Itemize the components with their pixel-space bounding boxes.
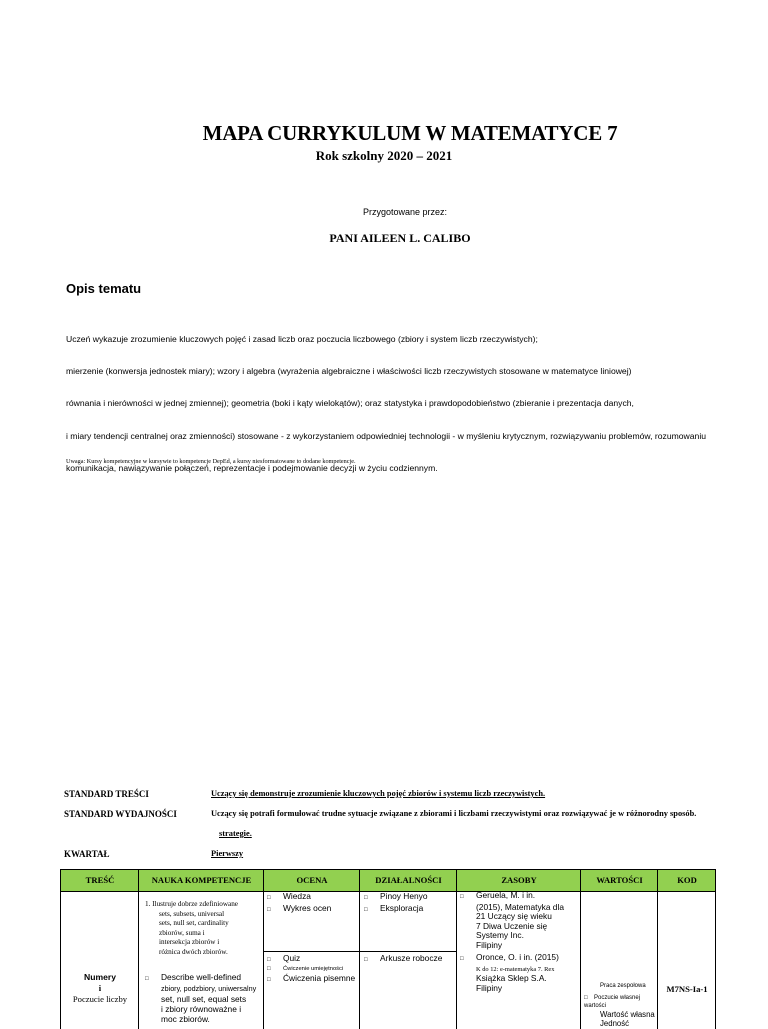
competency-line: 1. Ilustruje dobrze zdefiniowane xyxy=(145,900,239,908)
note-text: Uwaga: Kursy kompetencyjne w kursywie to kompetencje DepEd, a kursy niesformatowane to dodane kompetencje. xyxy=(66,458,356,465)
bullet-icon: □ xyxy=(145,976,149,982)
resource-line: 21 Uczący się wieku xyxy=(476,911,552,922)
activity-item: Pinoy Henyo xyxy=(380,891,428,901)
assessment-item: Wiedza xyxy=(283,891,311,901)
header-content: TREŚĆ xyxy=(85,874,115,885)
activities-2 xyxy=(364,953,456,965)
competency-1 xyxy=(145,900,263,958)
description-line: komunikacja, nawiązywanie połączeń, reprezentacje i podejmowanie decyzji w życiu codziennym. xyxy=(66,463,438,474)
description-line: Uczeń wykazuje zrozumienie kluczowych pojęć i zasad liczb oraz poczucia liczbowego (zbiory i system liczb rzeczywistych); xyxy=(66,333,538,344)
author-name: PANI AILEEN L. CALIBO xyxy=(329,231,471,245)
bullet-icon: □ xyxy=(364,957,368,963)
content-conjunction: i xyxy=(98,983,102,993)
activity-item: Eksploracja xyxy=(380,903,424,913)
description-line: mierzenie (konwersja jednostek miary); wzory i algebra (wyrażenia algebraiczne i właściwości liczb rzeczywistych stosowane w matematyce liniowej) xyxy=(66,365,632,376)
bullet-icon: □ xyxy=(460,894,464,900)
header-assessment: OCENA xyxy=(296,874,328,885)
performance-standard-label: STANDARD WYDAJNOŚCI xyxy=(64,809,177,819)
bullet-icon: □ xyxy=(460,956,464,962)
value-item: Wartość własna xyxy=(600,1010,655,1019)
resources-2 xyxy=(460,953,586,993)
description-line: i miary tendencji centralnej oraz zmienności) stosowane - z wykorzystaniem odpowiedniej technologii - w myśleniu krytycznym, rozwiązywaniu problemów, rozumowaniu xyxy=(66,430,707,441)
values-cell xyxy=(584,982,658,1028)
performance-standard-continuation: strategie. xyxy=(219,829,252,838)
resource-line: Książka Sklep S.A. xyxy=(476,973,547,984)
prepared-by-label: Przygotowane przez: xyxy=(362,207,448,217)
resource-line: Systemy Inc. xyxy=(476,930,524,941)
bullet-icon: □ xyxy=(267,977,271,983)
resource-line: (2015), Matematyka dla xyxy=(476,901,564,912)
resource-line: Oronce, O. i in. (2015) xyxy=(476,952,559,962)
competency-line: set, null set, equal sets xyxy=(161,994,247,1004)
competency-2 xyxy=(145,972,265,1024)
school-year: Rok szkolny 2020 – 2021 xyxy=(315,148,453,163)
resource-line: Filipiny xyxy=(476,982,503,993)
competency-line: zbiorów, suma i xyxy=(159,928,205,937)
resource-line: Filipiny xyxy=(476,939,503,950)
description-heading: Opis tematu xyxy=(66,281,142,296)
competency-line: sets, subsets, universal xyxy=(159,909,225,918)
assessment-item: Ćwiczenia pisemne xyxy=(283,973,356,983)
assessment-2 xyxy=(267,953,359,985)
competency-line: i zbiory równoważne i xyxy=(161,1004,242,1014)
competency-line: intersekcja zbiorów i xyxy=(159,938,220,947)
content-cell xyxy=(62,972,138,1005)
bullet-icon: □ xyxy=(267,966,271,972)
header-resources: ZASOBY xyxy=(501,874,537,885)
assessment-item: Ćwiczenie umiejętności xyxy=(283,966,344,972)
resources-1 xyxy=(460,891,586,951)
content-topic: Numery xyxy=(84,972,116,982)
competency-line: zbiory, podzbiory, uniwersalny xyxy=(161,984,257,993)
header-values: WARTOŚCI xyxy=(596,874,643,885)
document-title: MAPA CURRYKULUM W MATEMATYCE 7 xyxy=(202,121,618,145)
quarter-label: KWARTAŁ xyxy=(64,849,110,859)
resource-line: K do 12: e-matematyka 7. Rex xyxy=(476,965,555,973)
bullet-icon: □ xyxy=(584,995,588,1001)
header-code: KOD xyxy=(677,874,697,885)
competency-line: moc zbiorów. xyxy=(161,1014,210,1024)
competency-code: M7NS-Ia-1 xyxy=(666,984,708,994)
value-item: Jedność xyxy=(600,1019,630,1028)
header-activities: DZIAŁALNOŚCI xyxy=(375,874,442,885)
competency-line: różnica dwóch zbiorów. xyxy=(159,947,228,956)
performance-standard-value: Uczący się potrafi formułować trudne sytuacje związane z zbiorami i liczbami rzeczywistymi oraz rozwiązywać je w różnorodny sposób. xyxy=(211,809,697,818)
assessment-1 xyxy=(267,891,359,915)
quarter-value: Pierwszy xyxy=(211,849,244,858)
competency-line: Describe well-defined xyxy=(161,972,242,982)
description-line: równania i nierówności w jednej zmiennej); geometria (boki i kąty wielokątów); oraz statystyka i prawdopodobieństwo (zbieranie i prezentacja danych, xyxy=(66,398,634,409)
assessment-item: Quiz xyxy=(283,953,301,963)
resource-line: Geruela, M. i in. xyxy=(476,890,536,900)
assessment-item: Wykres ocen xyxy=(283,903,332,913)
activity-item: Arkusze robocze xyxy=(380,953,443,963)
bullet-icon: □ xyxy=(364,895,368,901)
content-standard-label: STANDARD TREŚCI xyxy=(64,789,149,799)
bullet-icon: □ xyxy=(267,957,271,963)
content-subtopic: Poczucie liczby xyxy=(72,994,128,1004)
resource-line: 7 Diwa Uczenie się xyxy=(476,920,548,931)
competency-line: sets, null set, cardinality xyxy=(159,919,229,928)
content-standard-value: Uczący się demonstruje zrozumienie kluczowych pojęć zbiorów i systemu liczb rzeczywistych. xyxy=(211,789,546,798)
bullet-icon: □ xyxy=(267,907,271,913)
value-item: Poczucie własnej wartości xyxy=(584,995,641,1009)
activities-1 xyxy=(364,891,456,915)
header-competencies: NAUKA KOMPETENCJE xyxy=(151,874,252,885)
bullet-icon: □ xyxy=(364,907,368,913)
value-item: Praca zespołowa xyxy=(600,983,646,989)
bullet-icon: □ xyxy=(267,895,271,901)
